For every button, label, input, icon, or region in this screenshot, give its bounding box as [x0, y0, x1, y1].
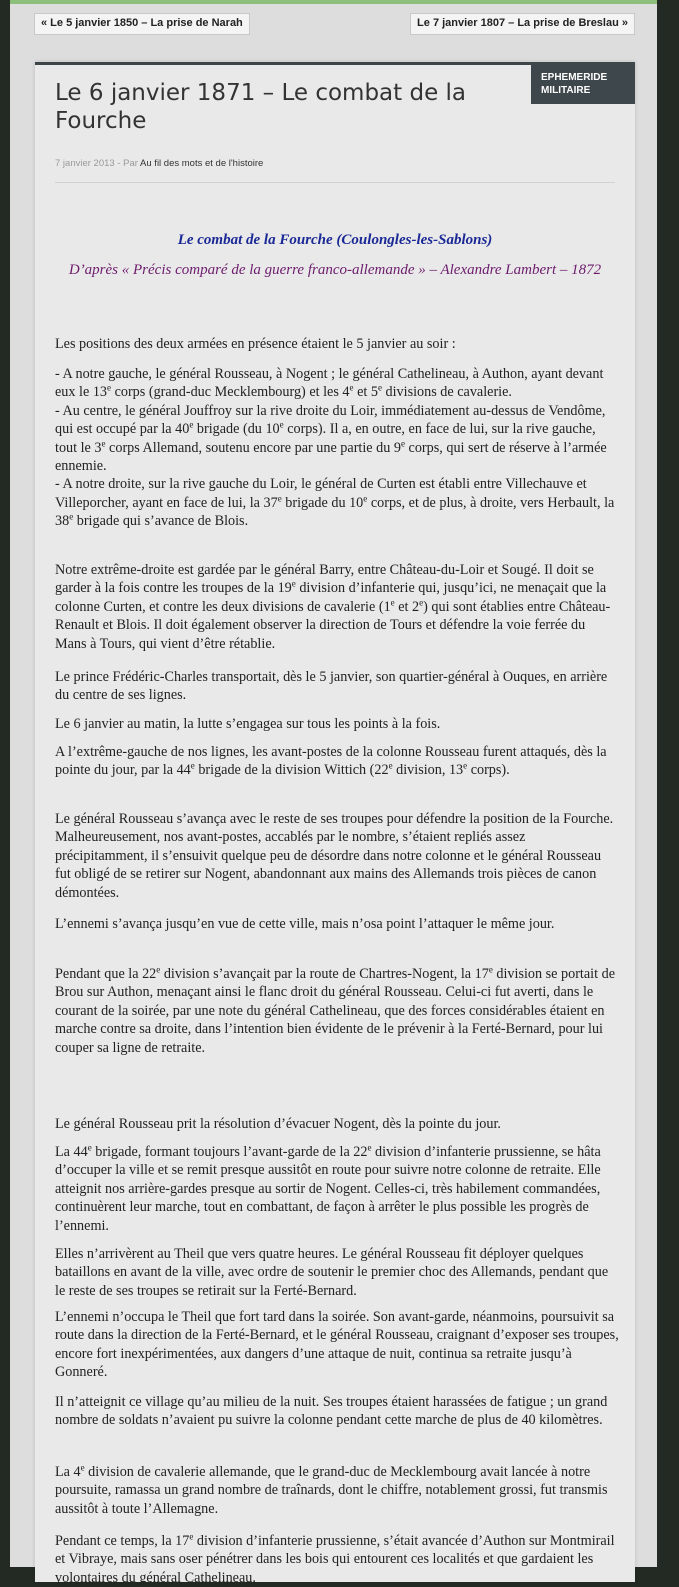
- post-by: - Par: [117, 158, 138, 169]
- paragraph: Les positions des deux armées en présence étaient le 5 janvier au soir :: [55, 336, 456, 352]
- paragraph: Pendant que la 22e division s’avançait par la route de Chartres-Nogent, la 17e division se portait de Brou sur Authon, menaçant ainsi le flanc droit du général Rousseau. Celui-ci fut averti, dans le courant de la soirée, par une note du général Cathelineau, que des forces considérables étaient en marche contre sa droite, dans l’intention bien évidente de le prévenir à la Ferté-Bernard, pour lui couper sa ligne de retraite.: [55, 964, 615, 1056]
- paragraph: Il n’atteignit ce village qu’au milieu de la nuit. Ses troupes étaient harassées de fatigue ; un grand nombre de soldats n’avaient pu suivre la colonne pendant cette marche de plus de 40 kilomètres.: [55, 1394, 608, 1429]
- post-navigation: [34, 13, 635, 35]
- paragraph: L’ennemi n’occupa le Theil que fort tard dans la soirée. Son avant-garde, néanmoins, poursuivit sa route dans la direction de la Ferté-Bernard, et le général Rousseau, craignant d’exposer ses troupes, encore fort inexpérimentées, aux dangers d’une attaque de nuit, continua sa retraite jusqu’à Gonneré.: [55, 1309, 619, 1381]
- post-title: Le 6 janvier 1871 – Le combat de la Fourche: [55, 80, 467, 134]
- category-label-line1: EPHEMERIDE: [541, 72, 608, 83]
- next-post-link[interactable]: Le 7 janvier 1807 – La prise de Breslau »: [410, 13, 635, 35]
- paragraph: - A notre gauche, le général Rousseau, à Nogent ; le général Cathelineau, à Authon, ayant devant eux le 13e corps (grand-duc Mecklembourg) et les 4e et 5e divisions de cavalerie. - Au centre, le général Jouffroy sur la rive droite du Loir, immédiatement au-dessus de Vendôme, qui est occupé par la 40e brigade (du 10e corps). Il a, en outre, en face de lui, sur la rive gauche, tout le 3e corps Allemand, soutenu encore par une partie du 9e corps, qui sert de réserve à l’armée ennemie. - A notre droite, sur la rive gauche du Loir, le général de Curten est établi entre Villechauve et Villeporcher, ayant en face de lui, la 37e brigade du 10e corps, et de plus, à droite, vers Herbault, la 38e brigade qui s’avance de Blois.: [55, 366, 615, 530]
- paragraph: Le prince Frédéric-Charles transportait, dès le 5 janvier, son quartier-général à Ouques, en arrière du centre de ses lignes.: [55, 669, 608, 704]
- paragraph: Le 6 janvier au matin, la lutte s’engagea sur tous les points à la fois.: [55, 716, 441, 732]
- post-article: [35, 62, 635, 1586]
- paragraph: La 4e division de cavalerie allemande, que le grand-duc de Mecklembourg avait lancée à notre poursuite, ramassa un grand nombre de traînards, dont le chiffre, notablement grossi, fut transmis aussitôt à toute l’Allemagne.: [55, 1462, 608, 1517]
- meta-divider: [55, 182, 615, 183]
- paragraph: Le général Rousseau prit la résolution d’évacuer Nogent, dès la pointe du jour.: [55, 1116, 501, 1132]
- category-label-line2: MILITAIRE: [541, 85, 591, 96]
- page-frame: [10, 0, 657, 1586]
- paragraph: Le général Rousseau s’avança avec le reste de ses troupes pour défendre la position de la Fourche. Malheureusement, nos avant-postes, accablés par le nombre, s’étaient repliés assez précipitamment, il s’ensuivit quelque peu de désordre dans notre colonne et le général Rousseau fut obligé de se retirer sur Nogent, abandonnant aux mains des Allemands trois pièces de canon démontées.: [55, 811, 614, 901]
- paragraph: Elles n’arrivèrent au Theil que vers quatre heures. Le général Rousseau fit déployer quelques bataillons en avant de la ville, avec ordre de soutenir le premier choc des Allemands, pendant que le reste de ses troupes se retirait sur la Ferté-Bernard.: [55, 1246, 609, 1299]
- paragraph: A l’extrême-gauche de nos lignes, les avant-postes de la colonne Rousseau furent attaqués, dès la pointe du jour, par la 44e brigade de la division Wittich (22e division, 13e corps).: [55, 744, 607, 779]
- content-title: Le combat de la Fourche (Coulongles-les-Sablons): [177, 232, 493, 248]
- content-subtitle: D’après « Précis comparé de la guerre franco-allemande » – Alexandre Lambert – 1872: [68, 262, 602, 278]
- post-meta: [55, 158, 263, 169]
- paragraph: Notre extrême-droite est gardée par le général Barry, entre Château-du-Loir et Sougé. Il doit se garder à la fois contre les troupes de la 19e division d’infanterie qui, jusqu’ici, ne menaçait que la colonne Curten, et contre les deux divisions de cavalerie (1e et 2e) qui sont établies entre Château-Renault et Blois. Il doit également observer la direction de Tours et défendre la voie ferrée du Mans à Tours, qui vient d’être rétablie.: [55, 562, 611, 652]
- paragraph: La 44e brigade, formant toujours l’avant-garde de la 22e division d’infanterie prussienne, se hâta d’occuper la ville et se remit presque aussitôt en route pour suivre notre colonne de retraite. Elle atteignit nos arrière-gardes presque au sortir de Nogent. Celles-ci, très habilement commandées, continuèrent leur marche, tout en combattant, de façon à arrêter le plus possible les progrès de l’ennemi.: [55, 1142, 601, 1234]
- previous-post-link[interactable]: « Le 5 janvier 1850 – La prise de Narah: [34, 13, 250, 35]
- post-date: 7 janvier 2013: [55, 158, 115, 169]
- paragraph: Pendant ce temps, la 17e division d’infanterie prussienne, s’était avancée d’Authon sur Montmirail et Vibraye, mais sans oser pénétrer dans les bois qui entourent ces localités et que gardaient les volontaires du général Cathelineau.: [55, 1531, 615, 1586]
- post-author-link[interactable]: Au fil des mots et de l'histoire: [140, 158, 264, 169]
- paragraph: L’ennemi s’avança jusqu’en vue de cette ville, mais n’osa point l’attaquer le même jour.: [55, 916, 555, 932]
- category-badge[interactable]: [531, 62, 635, 104]
